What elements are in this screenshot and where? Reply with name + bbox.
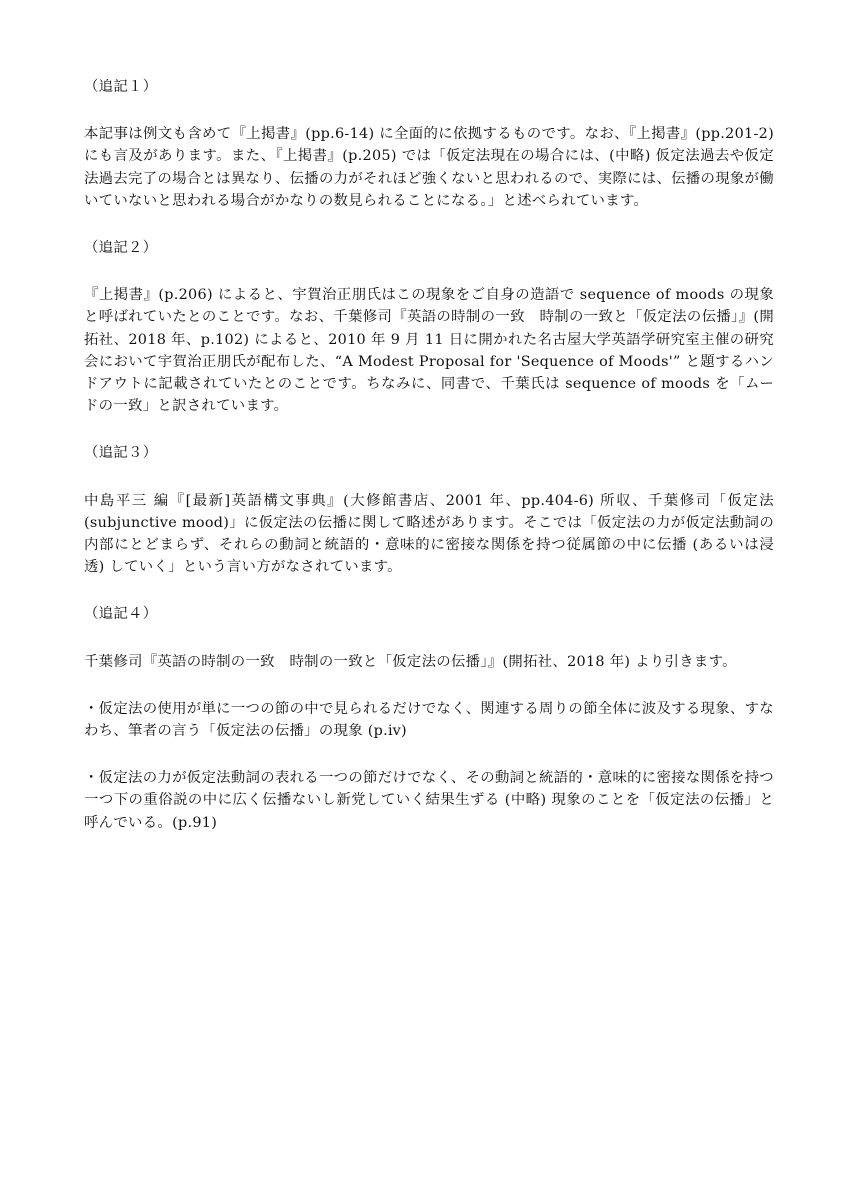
note-paragraph: 中島平三 編『[最新]英語構文事典』(大修館書店、2001 年、pp.404-6) 所収、千葉修司「仮定法 (subjunctive mood)」に仮定法の伝播に関して略述があります。そこでは「仮定法の力が仮定法動詞の内部にとどまらず、それらの動詞と統語的・意味的に密接な関係を持つ従属節の中に伝播 (あるいは浸透) していく」という言い方がなされています。	[84, 492, 774, 576]
document-page	[84, 76, 774, 859]
note-3	[84, 442, 774, 578]
note-4	[84, 603, 774, 833]
note-paragraph: 本記事は例文も含めて『上掲書』(pp.6-14) に全面的に依拠するものです。なお、『上掲書』(pp.201-2) にも言及があります。また、『上掲書』(p.205) では「仮定法現在の場合には、(中略) 仮定法過去や仮定法過去完了の場合とは異なり、伝播の力がそれほど強くないと思われるので、実際には、伝播の現象が働いていないと思われる場合がかなりの数見られることになる。」と述べられています。	[84, 126, 774, 209]
note-heading: （追記４）	[84, 606, 158, 623]
note-heading: （追記１）	[84, 79, 158, 95]
note-heading: （追記３）	[84, 445, 158, 462]
note-paragraph: 千葉修司『英語の時制の一致 時制の一致と「仮定法の伝播」』(開拓社、2018 年) より引きます。	[84, 653, 737, 670]
note-paragraph: 『上掲書』(p.206) によると、宇賀治正朋氏はこの現象をご自身の造語で sequence of moods の現象と呼ばれていたとのことです。なお、千葉修司『英語の時制の一致 時制の一致と「仮定法の伝播」』(開拓社、2018 年、p.102) によると、2010 年 9 月 11 日に開かれた名古屋大学英語学研究室主催の研究会において宇賀治正朋氏が配布した、“A Modest Proposal for 'Sequence of Moods'” と題するハンドアウトに記載されていたとのことです。ちなみに、同書で、千葉氏は sequence of moods を「ムードの一致」と訳されています。	[84, 287, 774, 415]
note-heading: （追記２）	[84, 240, 158, 257]
note-1	[84, 76, 774, 212]
note-2	[84, 237, 774, 417]
quote-item: ・仮定法の使用が単に一つの節の中で見られるだけでなく、関連する周りの節全体に波及する現象、すなわち、筆者の言う「仮定法の伝播」の現象 (p.ⅳ)	[84, 700, 774, 740]
quote-item: ・仮定法の力が仮定法動詞の表れる一つの節だけでなく、その動詞と統語的・意味的に密接な関係を持つ一つ下の重俗説の中に広く伝播ないし新党していく結果生ずる (中略) 現象のことを「仮定法の伝播」と呼んでいる。(p.91)	[84, 770, 774, 831]
